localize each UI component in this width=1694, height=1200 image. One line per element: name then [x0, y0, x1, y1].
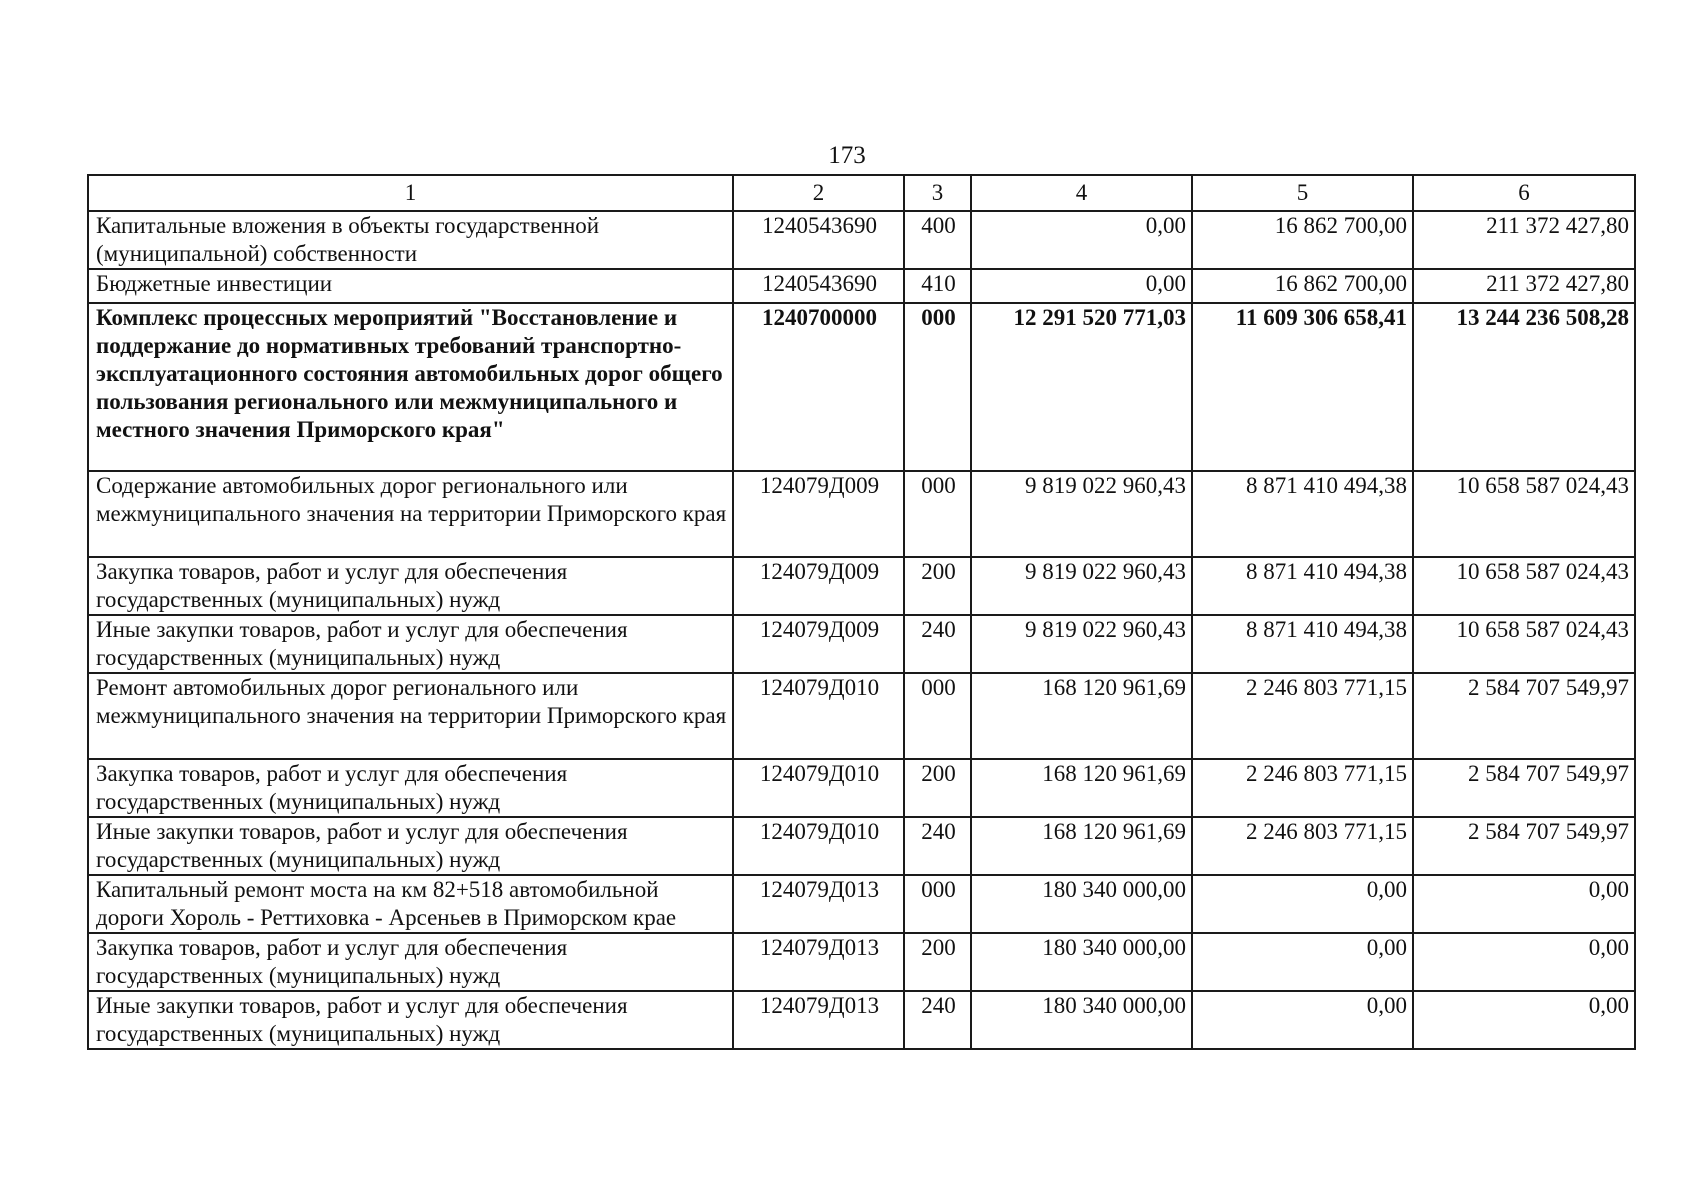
page-number: 173: [828, 142, 866, 169]
table-row: [88, 759, 1635, 817]
row-amount-col5: 2 246 803 771,15: [1192, 673, 1413, 759]
row-code-cell: 124079Д009: [733, 557, 904, 615]
table-row: [88, 269, 1635, 303]
row-amount-col5: 2 246 803 771,15: [1192, 759, 1413, 817]
row-amount-col4: 180 340 000,00: [971, 875, 1192, 933]
row-amount-col4: 168 120 961,69: [971, 759, 1192, 817]
row-name-cell: Содержание автомобильных дорог регионального или межмуниципального значения на территории Приморского края: [88, 471, 733, 557]
row-amount-col4: 9 819 022 960,43: [971, 557, 1192, 615]
row-code-cell: 124079Д013: [733, 991, 904, 1049]
row-type-cell: 410: [904, 269, 971, 303]
row-type-cell: 400: [904, 211, 971, 269]
row-name-cell: Ремонт автомобильных дорог регионального или межмуниципального значения на территории Приморского края: [88, 673, 733, 759]
table-row: [88, 673, 1635, 759]
table-row: [88, 991, 1635, 1049]
table-row: [88, 557, 1635, 615]
row-amount-col5: 0,00: [1192, 875, 1413, 933]
row-type-cell: 240: [904, 991, 971, 1049]
row-code-cell: 1240543690: [733, 211, 904, 269]
row-amount-col4: 180 340 000,00: [971, 991, 1192, 1049]
row-type-cell: 240: [904, 615, 971, 673]
row-name-cell: Закупка товаров, работ и услуг для обеспечения государственных (муниципальных) нужд: [88, 557, 733, 615]
row-name-cell: Закупка товаров, работ и услуг для обеспечения государственных (муниципальных) нужд: [88, 759, 733, 817]
row-type-cell: 000: [904, 673, 971, 759]
row-amount-col6: 10 658 587 024,43: [1413, 615, 1635, 673]
row-amount-col5: 8 871 410 494,38: [1192, 557, 1413, 615]
row-name-cell: Комплекс процессных мероприятий "Восстановление и поддержание до нормативных требований транспортно-эксплуатационного состояния автомобильных дорог общего пользования регионального или межмуниципального и местного значения Приморского края": [88, 303, 733, 471]
row-amount-col4: 0,00: [971, 269, 1192, 303]
column-number-row: [88, 175, 1635, 211]
row-type-cell: 240: [904, 817, 971, 875]
column-header-2: 2: [733, 175, 904, 211]
row-code-cell: 1240543690: [733, 269, 904, 303]
row-type-cell: 200: [904, 557, 971, 615]
row-name-cell: Иные закупки товаров, работ и услуг для обеспечения государственных (муниципальных) нужд: [88, 615, 733, 673]
row-code-cell: 124079Д009: [733, 471, 904, 557]
row-amount-col6: 10 658 587 024,43: [1413, 557, 1635, 615]
table-row: [88, 817, 1635, 875]
row-name-cell: Капитальный ремонт моста на км 82+518 автомобильной дороги Хороль - Реттиховка - Арсеньев в Приморском крае: [88, 875, 733, 933]
row-amount-col5: 16 862 700,00: [1192, 269, 1413, 303]
column-header-1: 1: [88, 175, 733, 211]
row-amount-col6: 2 584 707 549,97: [1413, 673, 1635, 759]
row-name-cell: Бюджетные инвестиции: [88, 269, 733, 303]
table-row: [88, 875, 1635, 933]
column-header-6: 6: [1413, 175, 1635, 211]
row-amount-col4: 9 819 022 960,43: [971, 471, 1192, 557]
budget-table: [87, 174, 1636, 1050]
row-name-cell: Иные закупки товаров, работ и услуг для обеспечения государственных (муниципальных) нужд: [88, 991, 733, 1049]
row-amount-col4: 9 819 022 960,43: [971, 615, 1192, 673]
row-amount-col5: 8 871 410 494,38: [1192, 471, 1413, 557]
row-amount-col6: 13 244 236 508,28: [1413, 303, 1635, 471]
row-amount-col4: 168 120 961,69: [971, 817, 1192, 875]
row-code-cell: 124079Д013: [733, 875, 904, 933]
row-amount-col4: 180 340 000,00: [971, 933, 1192, 991]
row-type-cell: 200: [904, 933, 971, 991]
row-amount-col6: 0,00: [1413, 991, 1635, 1049]
table-row: [88, 303, 1635, 471]
row-amount-col5: 0,00: [1192, 991, 1413, 1049]
column-header-5: 5: [1192, 175, 1413, 211]
table-row: [88, 211, 1635, 269]
row-amount-col6: 211 372 427,80: [1413, 211, 1635, 269]
row-code-cell: 124079Д010: [733, 673, 904, 759]
row-amount-col5: 0,00: [1192, 933, 1413, 991]
row-type-cell: 000: [904, 471, 971, 557]
table-row: [88, 471, 1635, 557]
row-code-cell: 124079Д010: [733, 817, 904, 875]
column-header-4: 4: [971, 175, 1192, 211]
row-amount-col4: 168 120 961,69: [971, 673, 1192, 759]
row-amount-col5: 2 246 803 771,15: [1192, 817, 1413, 875]
table-row: [88, 933, 1635, 991]
row-amount-col6: 2 584 707 549,97: [1413, 817, 1635, 875]
row-amount-col5: 8 871 410 494,38: [1192, 615, 1413, 673]
row-amount-col4: 12 291 520 771,03: [971, 303, 1192, 471]
row-code-cell: 124079Д009: [733, 615, 904, 673]
row-type-cell: 200: [904, 759, 971, 817]
row-code-cell: 1240700000: [733, 303, 904, 471]
row-amount-col5: 11 609 306 658,41: [1192, 303, 1413, 471]
row-amount-col6: 2 584 707 549,97: [1413, 759, 1635, 817]
row-name-cell: Закупка товаров, работ и услуг для обеспечения государственных (муниципальных) нужд: [88, 933, 733, 991]
row-amount-col5: 16 862 700,00: [1192, 211, 1413, 269]
row-name-cell: Иные закупки товаров, работ и услуг для обеспечения государственных (муниципальных) нужд: [88, 817, 733, 875]
row-type-cell: 000: [904, 303, 971, 471]
row-name-cell: Капитальные вложения в объекты государственной (муниципальной) собственности: [88, 211, 733, 269]
table-body: [88, 211, 1635, 1049]
table-row: [88, 615, 1635, 673]
row-amount-col6: 0,00: [1413, 875, 1635, 933]
row-code-cell: 124079Д013: [733, 933, 904, 991]
row-amount-col6: 211 372 427,80: [1413, 269, 1635, 303]
row-type-cell: 000: [904, 875, 971, 933]
column-header-3: 3: [904, 175, 971, 211]
row-amount-col4: 0,00: [971, 211, 1192, 269]
row-code-cell: 124079Д010: [733, 759, 904, 817]
row-amount-col6: 10 658 587 024,43: [1413, 471, 1635, 557]
row-amount-col6: 0,00: [1413, 933, 1635, 991]
